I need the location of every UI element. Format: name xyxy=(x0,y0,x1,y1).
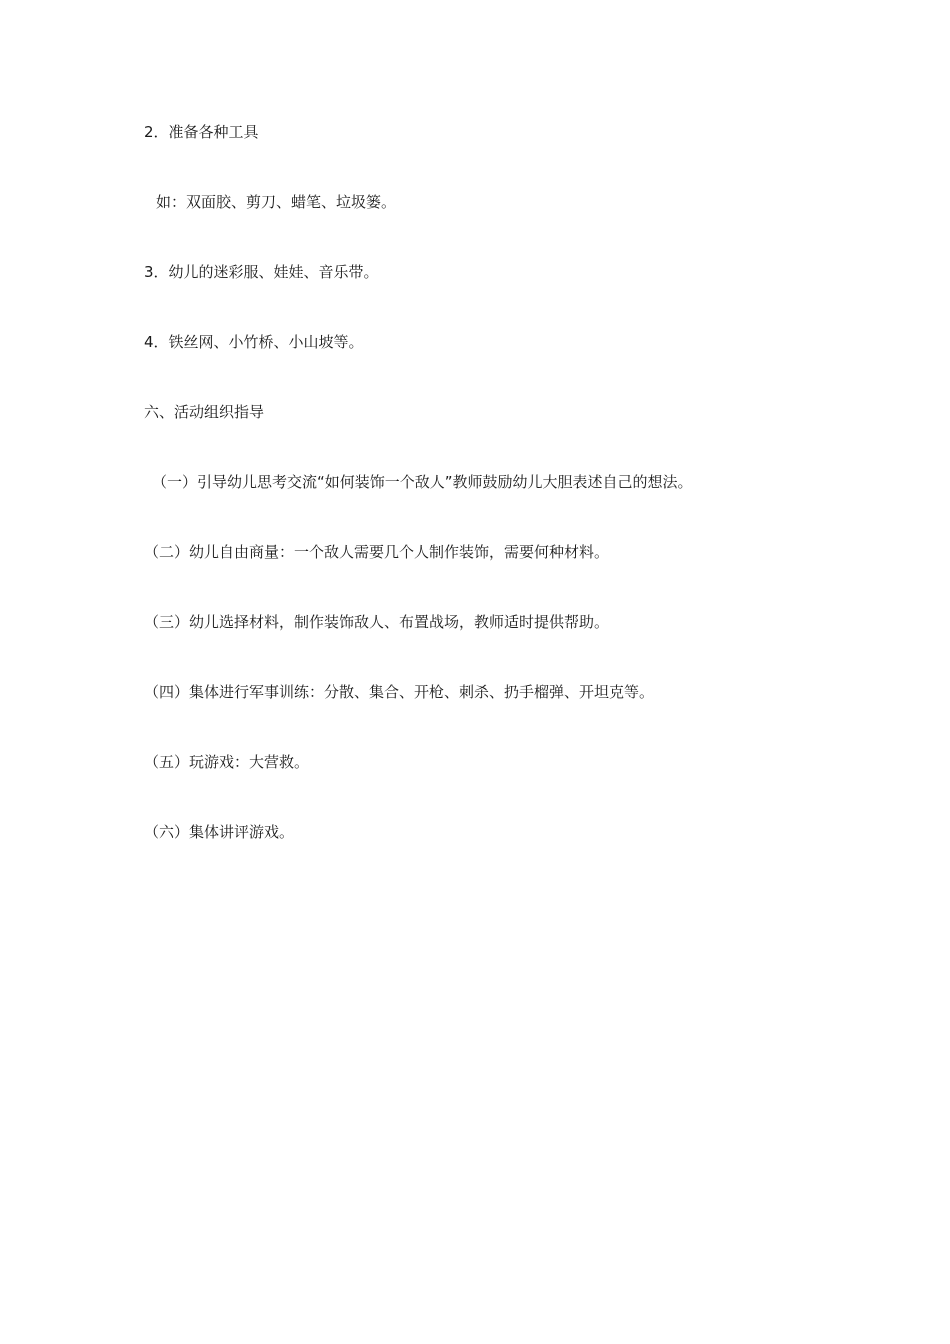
tools-example-text: 如：双面胶、剪刀、蜡笔、垃圾篓。 xyxy=(156,193,397,211)
guidance-step-1: （一）引导幼儿思考交流“如何装饰一个敌人”教师鼓励幼儿大胆表述自己的想法。 xyxy=(152,473,693,491)
guidance-step-3: （三）幼儿选择材料，制作装饰敌人、布置战场，教师适时提供帮助。 xyxy=(144,613,610,631)
list-item-props: 4．铁丝网、小竹桥、小山坡等。 xyxy=(144,333,364,351)
guidance-step-5: （五）玩游戏：大营救。 xyxy=(144,753,310,771)
guidance-step-2: （二）幼儿自由商量：一个敌人需要几个人制作装饰，需要何种材料。 xyxy=(144,543,610,561)
guidance-step-6: （六）集体讲评游戏。 xyxy=(144,823,295,841)
section-heading-activity-guidance: 六、活动组织指导 xyxy=(144,403,265,421)
list-item-costumes: 3．幼儿的迷彩服、娃娃、音乐带。 xyxy=(144,263,379,281)
list-item-prepare-tools: 2．准备各种工具 xyxy=(144,123,259,141)
guidance-step-4: （四）集体进行军事训练：分散、集合、开枪、刺杀、扔手榴弹、开坦克等。 xyxy=(144,683,655,701)
